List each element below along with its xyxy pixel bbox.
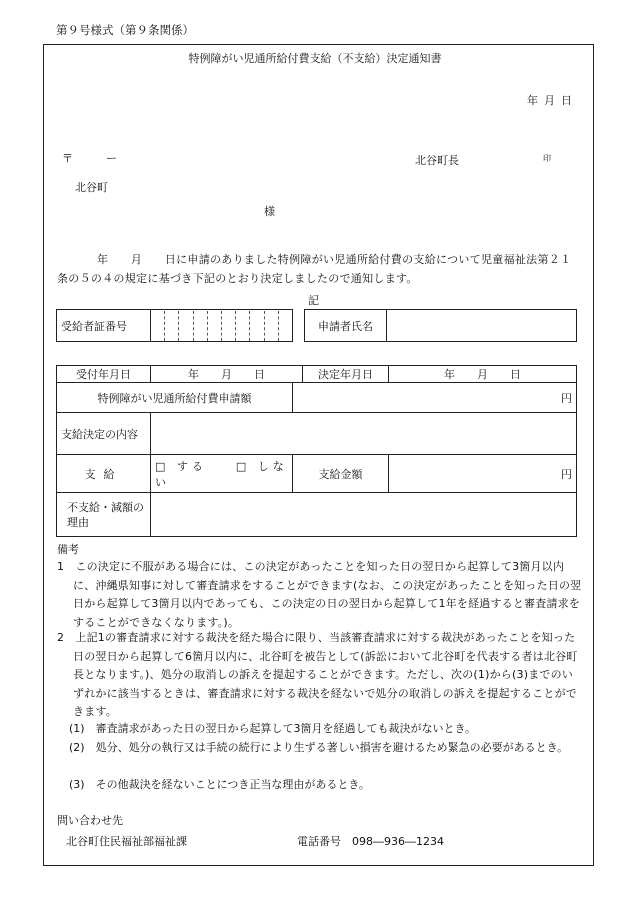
decision-date-label: 決定年月日 — [303, 366, 389, 383]
remarks-item-1: 1 この決定に不服がある場合には、この決定があったことを知った日の翌日から起算して3箇月以内に、沖縄県知事に対して審査請求をすることができます(なお、この決定があったことを知った日の翌日から起算して3箇月以内であっても、この決定の日の翌日から起算して1年を経過すると審査請求をすることができなくなります。)。 — [57, 560, 582, 629]
remarks-item-2: 2 上記1の審査請求に対する裁決を経た場合に限り、当該審査請求に対する裁決があったことを知った日の翌日から起算して6箇月以内に、北谷町を被告として(訴訟において北谷町を代表する者は北谷町長となります。)、処分の取消しの訴えを提起することができます。ただし、次の(1)から(3)までのいずれかに該当するときは、審査請求に対する裁決を経ないで処分の取消しの訴えを提起することができます。 — [57, 631, 578, 718]
amount-applied-field[interactable] — [293, 383, 577, 413]
postal-code: 〒 ー — [62, 152, 117, 165]
amount-applied-label: 特例障がい児通所給付費申請額 — [57, 383, 293, 413]
recipient-number-field[interactable] — [151, 310, 293, 342]
option-yes-checkbox[interactable]: □ する — [155, 459, 207, 473]
remarks-sub-2: (2) 処分、処分の執行又は手続の続行により生ずる著しい損害を避けるため緊急の必要があるとき。 — [69, 741, 569, 754]
decision-table — [56, 365, 577, 537]
applicant-name-label: 申請者氏名 — [305, 310, 387, 342]
contact-heading: 問い合わせ先 — [57, 814, 123, 827]
remarks-sub-1: (1) 審査請求があった日の翌日から起算して3箇月を経過しても裁決がないとき。 — [69, 722, 477, 735]
recipient-honorific: 様 — [264, 205, 275, 218]
received-date-label: 受付年月日 — [57, 366, 151, 383]
recipient-address: 北谷町 — [75, 181, 108, 194]
notice-body: 年 月 日に申請のありました特例障がい児通所給付費の支給について児童福祉法第２１条の５の４の規定に基づき下記のとおり決定しましたので通知します。 — [57, 253, 572, 285]
payment-options[interactable] — [151, 455, 293, 493]
remarks-heading: 備考 — [57, 543, 79, 556]
recipient-table — [56, 309, 577, 342]
form-number: 第９号様式（第９条関係） — [56, 23, 194, 37]
contact-phone: 電話番号 098―936―1234 — [297, 835, 444, 848]
received-date-field[interactable]: 年 月 日 — [151, 366, 303, 383]
payment-label: 支給 — [57, 455, 151, 493]
decision-date-field[interactable]: 年 月 日 — [389, 366, 577, 383]
contact-department: 北谷町住民福祉部福祉課 — [66, 835, 187, 848]
option-no-checkbox[interactable]: □ しない — [155, 459, 288, 489]
table-gap — [293, 310, 305, 342]
seal-mark: 印 — [543, 154, 551, 163]
ki-heading: 記 — [308, 294, 319, 307]
decision-content-label: 支給決定の内容 — [57, 413, 151, 455]
payment-amount-label: 支給金額 — [293, 455, 389, 493]
payment-amount-field[interactable] — [389, 455, 577, 493]
document-title: 特例障がい児通所給付費支給（不支給）決定通知書 — [188, 52, 442, 65]
remarks-sub-3: (3) その他裁決を経ないことにつき正当な理由があるとき。 — [69, 778, 370, 791]
recipient-number-label: 受給者証番号 — [57, 310, 151, 342]
applicant-name-field[interactable] — [387, 310, 577, 342]
yen-unit: 円 — [561, 467, 573, 481]
reason-field[interactable] — [151, 493, 577, 537]
sender-name: 北谷町長 — [415, 154, 459, 167]
reason-label: 不支給・減額の理由 — [57, 493, 151, 537]
yen-unit: 円 — [561, 391, 573, 405]
issue-date: 年月日 — [527, 94, 578, 107]
decision-content-field[interactable] — [151, 413, 577, 455]
